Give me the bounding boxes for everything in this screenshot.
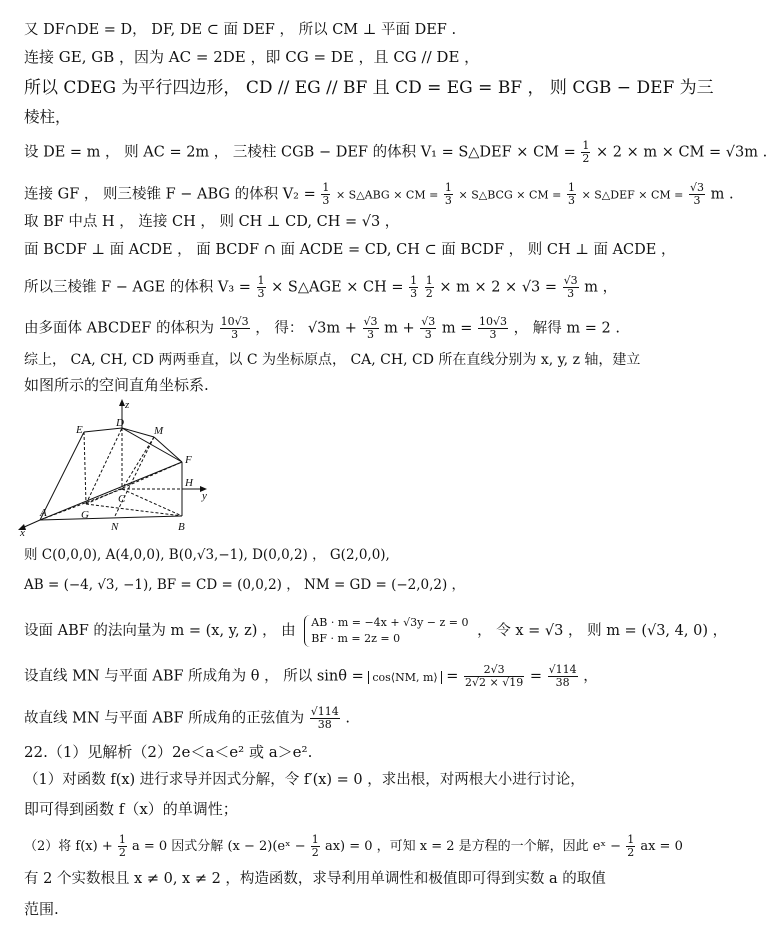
frac-third-4: $\frac{1}{3}$ [257,274,265,300]
line-17 [24,706,350,731]
line-12: 如图所示的空间直角坐标系. [24,376,209,394]
line-6 [24,182,734,207]
line-5-a: 设 DE = m ， 则 AC = 2m ， 三棱柱 CGB − DEF 的体积 V₁ = S△DEF × CM = [24,144,576,161]
line-21-d: ax = 0 [640,839,683,854]
line-6-b: × S△ABG × CM = [335,188,439,202]
frac-third-2: $\frac{1}{3}$ [444,181,452,207]
frac-r3over3-3: $\frac{√3}{3}$ [363,315,378,341]
label-A: A [40,507,47,519]
line-16 [24,664,598,689]
line-10-d: m = [441,320,473,337]
line-20: 即可得到函数 f（x）的单调性； [24,800,238,818]
edge-AB [40,516,182,520]
edge-GD [86,428,122,504]
label-B: B [178,521,185,533]
line-3: 所以 CDEG 为平行四边形， CD // EG // BF 且 CD = EG = BF ， 则 CGB − DEF 为三 [24,78,714,98]
frac-half-5: $\frac{1}{2}$ [627,833,635,859]
edge-MN [114,437,154,518]
line-10-b: ， 得： √3m + [255,320,357,337]
frac-vol-1: $\frac{10√3}{3}$ [220,315,249,341]
frac-r3over3-1: $\frac{√3}{3}$ [689,181,704,207]
line-15-a: 设面 ABF 的法向量为 m = (x, y, z) ， 由 [24,623,296,639]
line-22: 有 2 个实数根且 x ≠ 0, x ≠ 2 ，构造函数，求导利用单调性和极值即可得到实数 a 的取值 [24,871,606,887]
line-15 [24,615,727,647]
label-z: z [125,399,130,411]
line-17-a: 故直线 MN 与平面 ABF 所成角的正弦值为 [24,710,305,727]
label-E: E [76,424,83,436]
edge-EG [84,432,86,504]
line-10-a: 由多面体 ABCDEF 的体积为 [24,320,214,337]
equation-system [304,615,468,647]
edge-AF [40,462,182,520]
frac-half: $\frac{1}{2}$ [582,139,590,165]
label-G: G [81,509,89,521]
equation-2: BF · m = 2z = 0 [311,632,401,645]
label-y: y [202,490,207,502]
line-7: 取 BF 中点 H ， 连接 CH ， 则 CH ⊥ CD, CH = √3 ， [24,214,400,230]
line-6-d: × S△DEF × CM = [581,188,684,202]
line-9-a: 所以三棱锥 F − AGE 的体积 V₃ = [24,279,251,296]
abs-cos: cos⟨NM, m⟩ [368,671,441,684]
line-21-c: ax) = 0 ，可知 x = 2 是方程的一个解，因此 eˣ − [324,839,622,854]
label-x: x [20,527,25,539]
line-6-c: × S△BCG × CM = [458,188,562,202]
frac-third-5: $\frac{1}{3}$ [410,274,418,300]
label-N: N [111,521,119,533]
line-16-d: ， [583,668,598,685]
line-18: 22.（1）见解析（2）2e＜a＜e² 或 a＞e². [24,743,313,761]
line-13: 则 C(0,0,0), A(4,0,0), B(0,√3,−1), D(0,0,2) ， G(2,0,0), [24,547,390,563]
frac-third-1: $\frac{1}{3}$ [322,181,330,207]
line-23: 范围. [24,900,59,918]
line-10 [24,316,620,341]
line-21 [24,834,683,859]
frac-half-4: $\frac{1}{2}$ [311,833,319,859]
frac-sin-1: $\frac{2√3}{2√2 \times √19}$ [465,663,524,689]
edge-MF [154,437,182,462]
line-9-b: × S△AGE × CH = [271,279,404,296]
line-10-e: ， 解得 m = 2 . [513,320,620,337]
line-4: 棱柱， [24,108,71,126]
line-9-c: × m × 2 × √3 = [439,279,558,296]
frac-third-3: $\frac{1}{3}$ [567,181,575,207]
line-11: 综上， CA, CH, CD 两两垂直，以 C 为坐标原点， CA, CH, CD 所在直线分别为 x, y, z 轴，建立 [24,352,641,368]
frac-vol-2: $\frac{10√3}{3}$ [479,315,508,341]
line-1: 又 DF∩DE = D， DF, DE ⊂ 面 DEF ， 所以 CM ⊥ 平面 DEF . [24,22,457,38]
frac-sin-final: $\frac{√114}{38}$ [310,705,339,731]
line-21-b: a = 0 因式分解 (x − 2)(eˣ − [132,839,306,854]
line-19: （1）对函数 f(x) 进行求导并因式分解，令 f′(x) = 0 ，求出根，对两根大小进行讨论， [24,772,585,788]
frac-half-3: $\frac{1}{2}$ [118,833,126,859]
frac-sin-2: $\frac{√114}{38}$ [548,663,577,689]
frac-r3over3-2: $\frac{√3}{3}$ [563,274,578,300]
line-15-b: ， 令 x = √3 ， 则 m = (√3, 4, 0) ， [477,623,728,639]
edge-DF [122,428,182,462]
label-M: M [154,425,164,437]
line-16-b: = [446,668,459,685]
line-17-b: . [345,710,351,727]
line-5 [24,140,767,165]
line-16-c: = [529,668,543,685]
label-C: C [118,493,126,505]
label-D: D [116,417,124,429]
line-6-a: 连接 GF ， 则三棱锥 F − ABG 的体积 V₂ = [24,186,316,203]
line-9-d: m ， [584,279,618,296]
frac-half-2: $\frac{1}{2}$ [425,274,433,300]
line-6-e: m . [710,186,734,203]
edge-DM [122,428,154,437]
line-14: AB = (−4, √3, −1), BF = CD = (0,0,2) ， NM = GD = (−2,0,2) ， [24,577,466,593]
equation-1: AB · m = −4x + √3y − z = 0 [311,616,469,629]
line-8: 面 BCDF ⊥ 面 ACDE ， 面 BCDF ∩ 面 ACDE = CD, CH ⊂ 面 BCDF ， 则 CH ⊥ 面 ACDE ， [24,242,676,258]
line-21-a: （2）将 f(x) + [24,839,113,854]
frac-r3over3-4: $\frac{√3}{3}$ [421,315,436,341]
line-2: 连接 GE, GB ，因为 AC = 2DE ，即 CG = DE ，且 CG // DE ， [24,48,480,66]
line-16-a: 设直线 MN 与平面 ABF 所成角为 θ ， 所以 sinθ = [24,668,364,685]
label-H: H [185,477,193,489]
line-5-b: × 2 × m × CM = √3m . [595,144,767,161]
line-9 [24,275,617,300]
geometry-figure [14,398,214,539]
label-F: F [185,454,192,466]
line-10-c: m + [384,320,415,337]
